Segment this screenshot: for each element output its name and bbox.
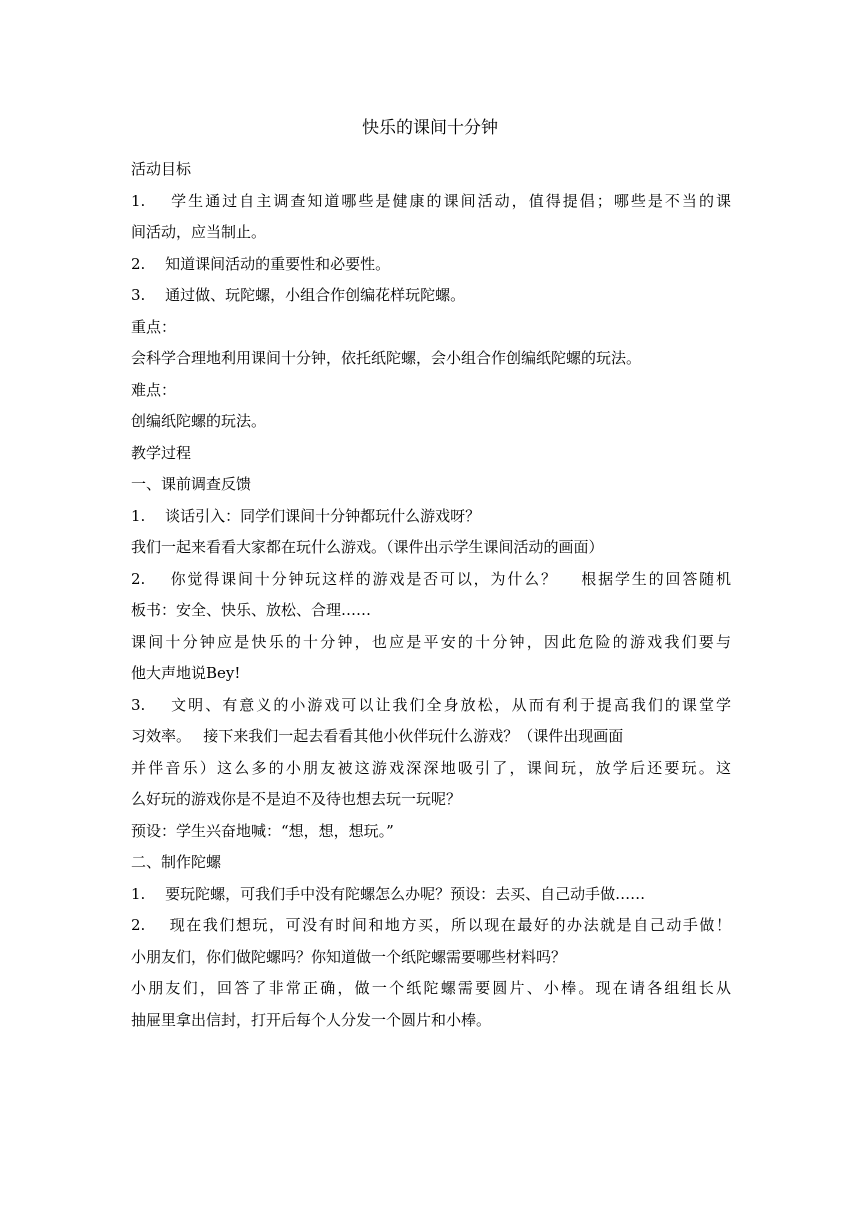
body-line: 2. 知道课间活动的重要性和必要性。	[131, 254, 391, 273]
body-line: 二、制作陀螺	[131, 853, 222, 871]
body-line: 1. 谈话引入：同学们课间十分钟都玩什么游戏呀？	[131, 506, 481, 525]
body-line: 课间十分钟应是快乐的十分钟，也应是平安的十分钟，因此危险的游戏我们要与	[131, 632, 731, 651]
body-line: 间活动，应当制止。	[131, 223, 267, 241]
body-line: 教学过程	[131, 443, 192, 462]
body-line: 重点：	[131, 317, 177, 336]
body-line: 我们一起来看看大家都在玩什么游戏。（课件出示学生课间活动的画面）	[131, 538, 604, 556]
body-line: 难点：	[131, 380, 177, 399]
body-line: 3. 文明、有意义的小游戏可以让我们全身放松，从而有利于提高我们的课堂学	[131, 695, 731, 714]
body-line: 2. 你觉得课间十分钟玩这样的游戏是否可以，为什么？ 根据学生的回答随机	[131, 569, 731, 588]
body-line: 并伴音乐）这么多的小朋友被这游戏深深地吸引了，课间玩，放学后还要玩。这	[131, 758, 731, 777]
body-line: 创编纸陀螺的玩法。	[131, 412, 267, 430]
body-line: 3. 通过做、玩陀螺，小组合作创编花样玩陀螺。	[131, 286, 466, 304]
body-line: 一、课前调查反馈	[131, 475, 252, 493]
body-line: 他大声地说Bey!	[131, 664, 241, 682]
body-line: 么好玩的游戏你是不是迫不及待也想去玩一玩呢？	[131, 790, 462, 808]
body-line: 小朋友们，回答了非常正确，做一个纸陀螺需要圆片、小棒。现在请各组组长从	[131, 979, 731, 997]
body-line: 板书：安全、快乐、放松、合理……	[131, 601, 372, 619]
body-line: 活动目标	[131, 160, 192, 178]
body-line: 预设：学生兴奋地喊：“想，想，想玩。”	[131, 821, 394, 840]
body-line: 2. 现在我们想玩，可没有时间和地方买，所以现在最好的办法就是自己动手做！	[131, 916, 731, 934]
body-line: 会科学合理地利用课间十分钟，依托纸陀螺，会小组合作创编纸陀螺的玩法。	[131, 349, 642, 367]
body-line: 1. 要玩陀螺，可我们手中没有陀螺怎么办呢？预设：去买、自己动手做……	[131, 884, 646, 903]
body-line: 小朋友们，你们做陀螺吗？你知道做一个纸陀螺需要哪些材料吗？	[131, 947, 567, 966]
document-body	[131, 154, 731, 1036]
document-title: 快乐的课间十分钟	[362, 118, 498, 138]
body-line: 1. 学生通过自主调查知道哪些是健康的课间活动，值得提倡；哪些是不当的课	[131, 191, 731, 210]
body-line: 习效率。 接下来我们一起去看看其他小伙伴玩什么游戏？（课件出现画面	[131, 727, 624, 745]
body-line: 抽屉里拿出信封，打开后每个人分发一个圆片和小棒。	[131, 1010, 492, 1029]
